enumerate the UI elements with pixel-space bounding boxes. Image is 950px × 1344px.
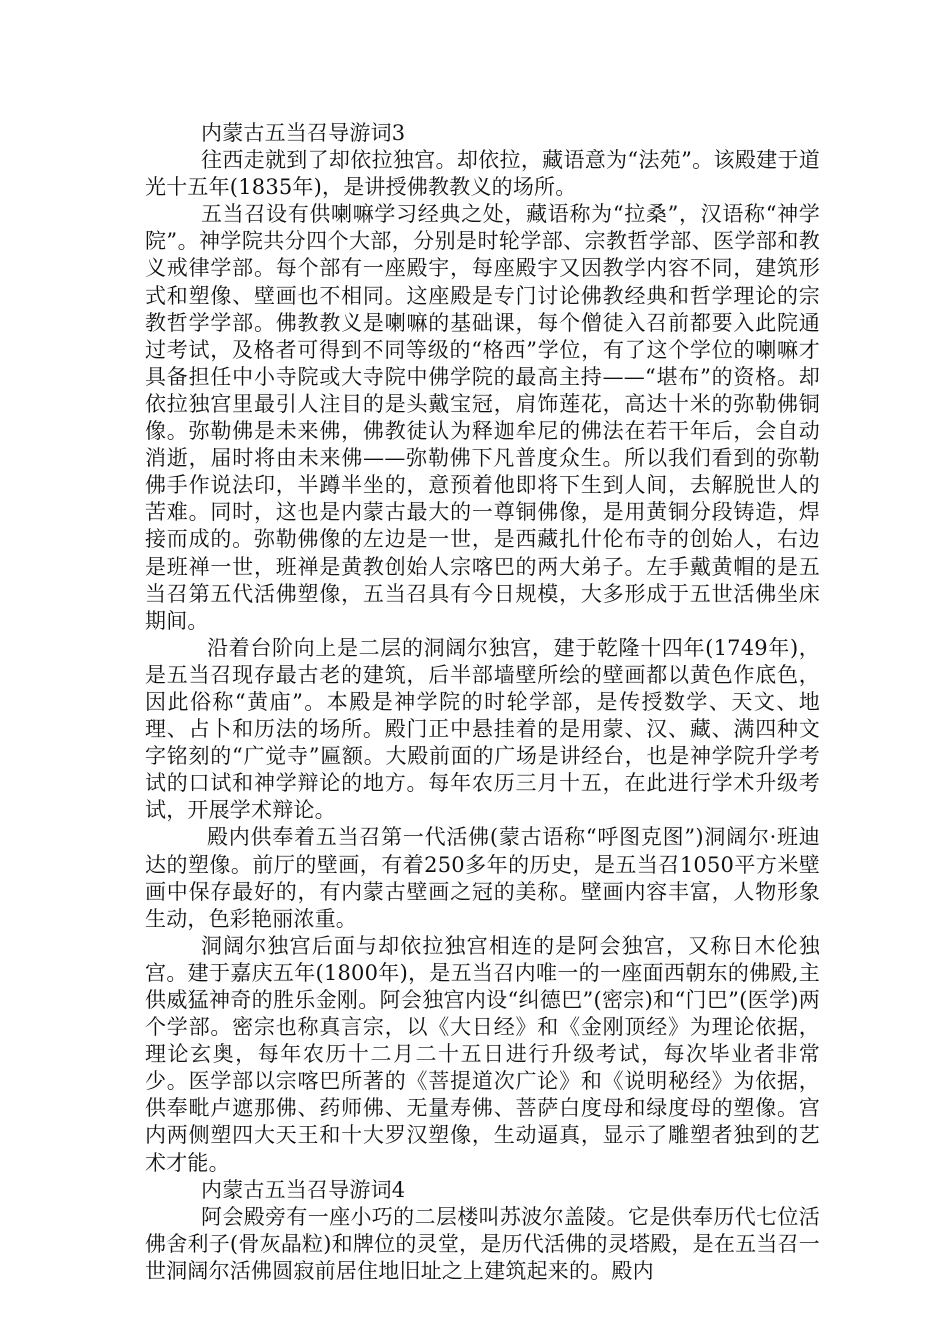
paragraph-choeira-hall-intro: 往西走就到了却依拉独宫。却依拉，藏语意为“法苑”。该殿建于道光十五年(1835年)，是讲授佛教教义的场所。 bbox=[145, 148, 820, 200]
paragraph-first-living-buddha: 殿内供奉着五当召第一代活佛(蒙古语称“呼图克图”)洞阔尔·班迪达的塑像。前厅的壁画，有着250多年的历史，是五当召1050平方米壁画中保存最好的，有内蒙古壁画之冠的美称。壁画内容丰富，人物形象生动，色彩艳丽浓重。 bbox=[145, 825, 820, 931]
section-heading-4: 内蒙古五当召导游词4 bbox=[201, 1177, 406, 1202]
section-heading-3: 内蒙古五当召导游词3 bbox=[201, 121, 406, 145]
document-body bbox=[145, 120, 820, 1285]
paragraph-dongkor-hall: 沿着台阶向上是二层的洞阔尔独宫，建于乾隆十四年(1749年)，是五当召现存最古老的建筑，后半部墙壁所绘的壁画都以黄色作底色，因此俗称“黄庙”。本殿是神学院的时轮学部，是传授数学、天文、地理、占卜和历法的场所。殿门正中悬挂着的是用蒙、汉、藏、满四种文字铭刻的“广觉寺”匾额。大殿前面的广场是讲经台，也是神学院升学考试的口试和神学辩论的地方。每年农历三月十五，在此进行学术升级考试，开展学术辩论。 bbox=[145, 635, 820, 823]
paragraph-subolgai-mausoleum: 阿会殿旁有一座小巧的二层楼叫苏波尔盖陵。它是供奉历代七位活佛舍利子(骨灰晶粒)和牌位的灵堂，是历代活佛的灵塔殿，是在五当召一世洞阔尔活佛圆寂前居住地旧址之上建筑起来的。殿内 bbox=[145, 1204, 820, 1283]
paragraph-theology-college: 五当召设有供喇嘛学习经典之处，藏语称为“拉桑”，汉语称“神学院”。神学院共分四个大部，分别是时轮学部、宗教哲学部、医学部和教义戒律学部。每个部有一座殿宇，每座殿宇又因教学内容不同，建筑形式和塑像、壁画也不相同。这座殿是专门讨论佛教经典和哲学理论的宗教哲学学部。佛教教义是喇嘛的基础课，每个僧徒入召前都要入此院通过考试，及格者可得到不同等级的“格西”学位，有了这个学位的喇嘛才具备担任中小寺院或大寺院中佛学院的最高主持——“堪布”的资格。却依拉独宫里最引人注目的是头戴宝冠，肩饰莲花，高达十米的弥勒佛铜像。弥勒佛是未来佛，佛教徒认为释迦牟尼的佛法在若干年后，会自动消逝，届时将由未来佛——弥勒佛下凡普度众生。所以我们看到的弥勒佛手作说法印，半蹲半坐的，意预着他即将下生到人间，去解脱世人的苦难。同时，这也是内蒙古最大的一尊铜佛像，是用黄铜分段铸造，焊接而成的。弥勒佛像的左边是一世，是西藏扎什伦布寺的创始人，右边是班禅一世，班禅是黄教创始人宗喀巴的两大弟子。左手戴黄帽的是五当召第五代活佛塑像，五当召具有今日规模，大多形成于五世活佛坐床期间。 bbox=[145, 202, 820, 633]
paragraph-ahui-hall: 洞阔尔独宫后面与却依拉独宫相连的是阿会独宫，又称日木伦独宫。建于嘉庆五年(1800年)，是五当召内唯一的一座面西朝东的佛殿,主供威猛神奇的胜乐金刚。阿会独宫内设“纠德巴”(密宗)和“门巴”(医学)两个学部。密宗也称真言宗，以《大日经》和《金刚顶经》为理论依据，理论玄奥，每年农历十二月二十五日进行升级考试，每次毕业者非常少。医学部以宗喀巴所著的《菩提道次广论》和《说明秘经》为依据，供奉毗卢遮那佛、药师佛、无量寿佛、菩萨白度母和绿度母的塑像。宫内两侧塑四大天王和十大罗汉塑像，生动逼真，显示了雕塑者独到的艺术才能。 bbox=[145, 933, 820, 1175]
